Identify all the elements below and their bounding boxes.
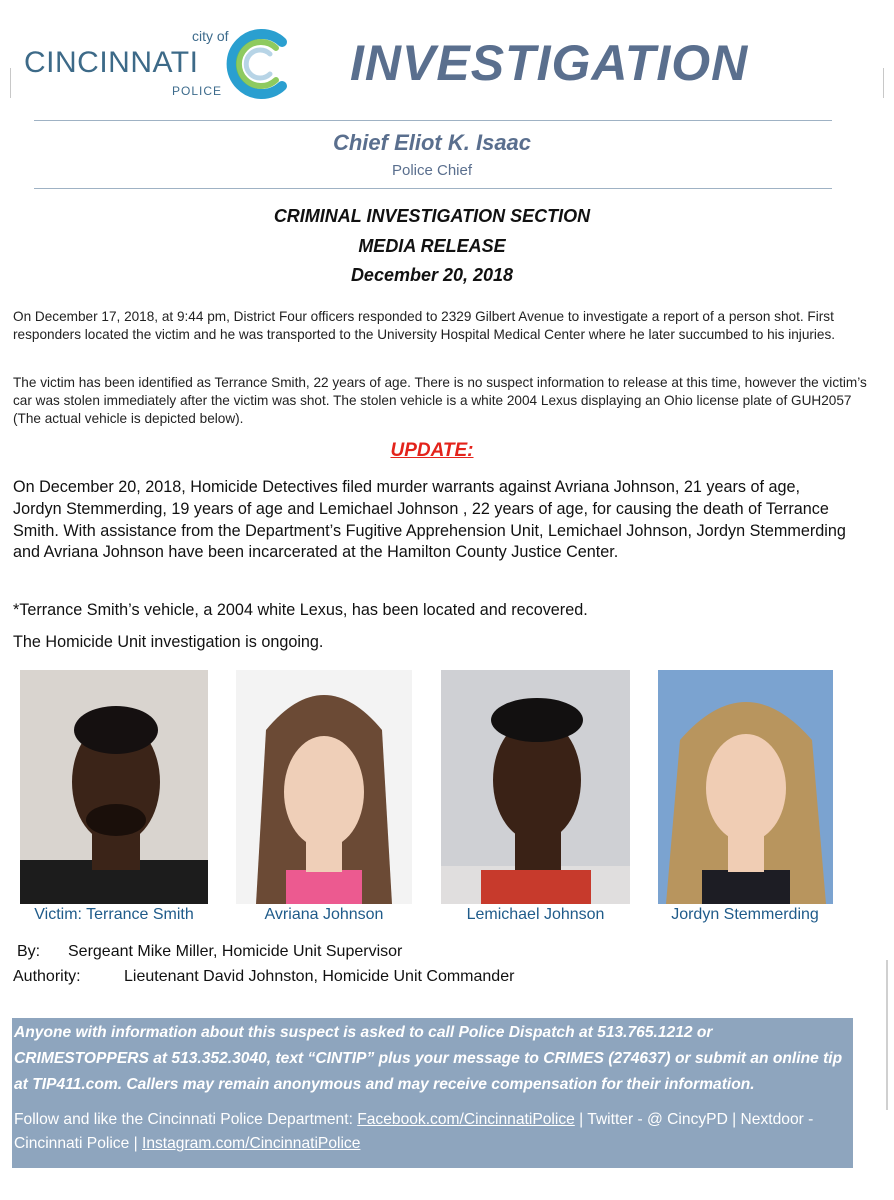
logo-city-of: city of <box>192 28 229 44</box>
contact-banner <box>12 1018 853 1168</box>
caption-victim: Victim: Terrance Smith <box>34 906 194 923</box>
release-type: MEDIA RELEASE <box>358 236 506 256</box>
page-corner-mark <box>10 68 22 98</box>
caption-avriana-johnson: Avriana Johnson <box>264 906 384 923</box>
instagram-link[interactable]: Instagram.com/CincinnatiPolice <box>142 1135 361 1152</box>
update-heading: UPDATE: <box>390 440 474 461</box>
logo-police: POLICE <box>172 84 223 98</box>
chief-name: Chief Eliot K. Isaac <box>332 130 532 155</box>
logo-c-emblem-icon <box>220 28 296 100</box>
authority-value: Lieutenant David Johnston, Homicide Unit Commander <box>124 968 515 985</box>
paragraph-incident: On December 17, 2018, at 9:44 pm, District Four officers responded to 2329 Gilbert Avenue to investigate a report of a person shot. First responders located the victim and he was transported to the University Hospital Medical Center where he later succumbed to his injuries. <box>13 309 836 342</box>
contact-lead-text: Anyone with information about this suspect is asked to call Police Dispatch at 513.765.1212 or CRIMESTOPPERS at 513.352.3040, text “CINTIP” plus your message to CRIMES (274637) or submit an online tip at TIP411.com. Callers may remain anonymous and may receive compensation for their information. <box>14 1024 843 1093</box>
paragraph-vehicle: *Terrance Smith’s vehicle, a 2004 white Lexus, has been located and recovered. <box>13 601 588 619</box>
photo-jordyn-stemmerding <box>658 670 833 904</box>
twitter-handle: | Twitter - @ CincyPD | <box>574 1111 741 1128</box>
facebook-link[interactable]: Facebook.com/CincinnatiPolice <box>357 1111 575 1128</box>
logo-cincinnati: CINCINNATI <box>24 46 199 79</box>
paragraph-ongoing: The Homicide Unit investigation is ongoing. <box>13 633 324 651</box>
page-edge-mark <box>884 960 888 1110</box>
photo-victim <box>20 670 208 904</box>
chief-title: Police Chief <box>391 162 473 179</box>
photo-avriana-johnson <box>236 670 412 904</box>
paragraph-update: On December 20, 2018, Homicide Detectives filed murder warrants against Avriana Johnson, 21 years of age, Jordyn Stemmerding, 19 years of age and Lemichael Johnson , 22 years of age, for causing the death of Terrance Smith. With assistance from the Department’s Fugitive Apprehension Unit, Lemichael Johnson, Jordyn Stemmerding and Avriana Johnson have been incarcerated at the Hamilton County Justice Center. <box>13 478 846 562</box>
nextdoor-text: Nextdoor - Cincinnati Police | <box>14 1111 814 1152</box>
photo-lemichael-johnson <box>441 670 630 904</box>
section-title: CRIMINAL INVESTIGATION SECTION <box>273 206 591 226</box>
cincinnati-police-logo <box>24 28 304 100</box>
follow-prefix: Follow and like the Cincinnati Police Department: <box>14 1111 358 1128</box>
page-corner-mark <box>854 68 884 98</box>
release-date: December 20, 2018 <box>350 265 514 285</box>
header-divider <box>34 120 832 121</box>
by-label: By: <box>17 943 41 960</box>
caption-jordyn-stemmerding: Jordyn Stemmerding <box>671 906 819 923</box>
paragraph-victim: The victim has been identified as Terrance Smith, 22 years of age. There is no suspect information to release at this time, however the victim’s car was stolen immediately after the victim was shot. The stolen vehicle is a white 2004 Lexus displaying an Ohio license plate of GUH2057 (The actual vehicle is depicted below). <box>13 375 867 426</box>
header-divider <box>34 188 832 189</box>
caption-lemichael-johnson: Lemichael Johnson <box>466 906 605 923</box>
page-headline: INVESTIGATION <box>350 35 749 91</box>
social-follow-line <box>14 1108 849 1156</box>
by-value: Sergeant Mike Miller, Homicide Unit Supervisor <box>68 943 403 960</box>
authority-label: Authority: <box>13 968 81 985</box>
